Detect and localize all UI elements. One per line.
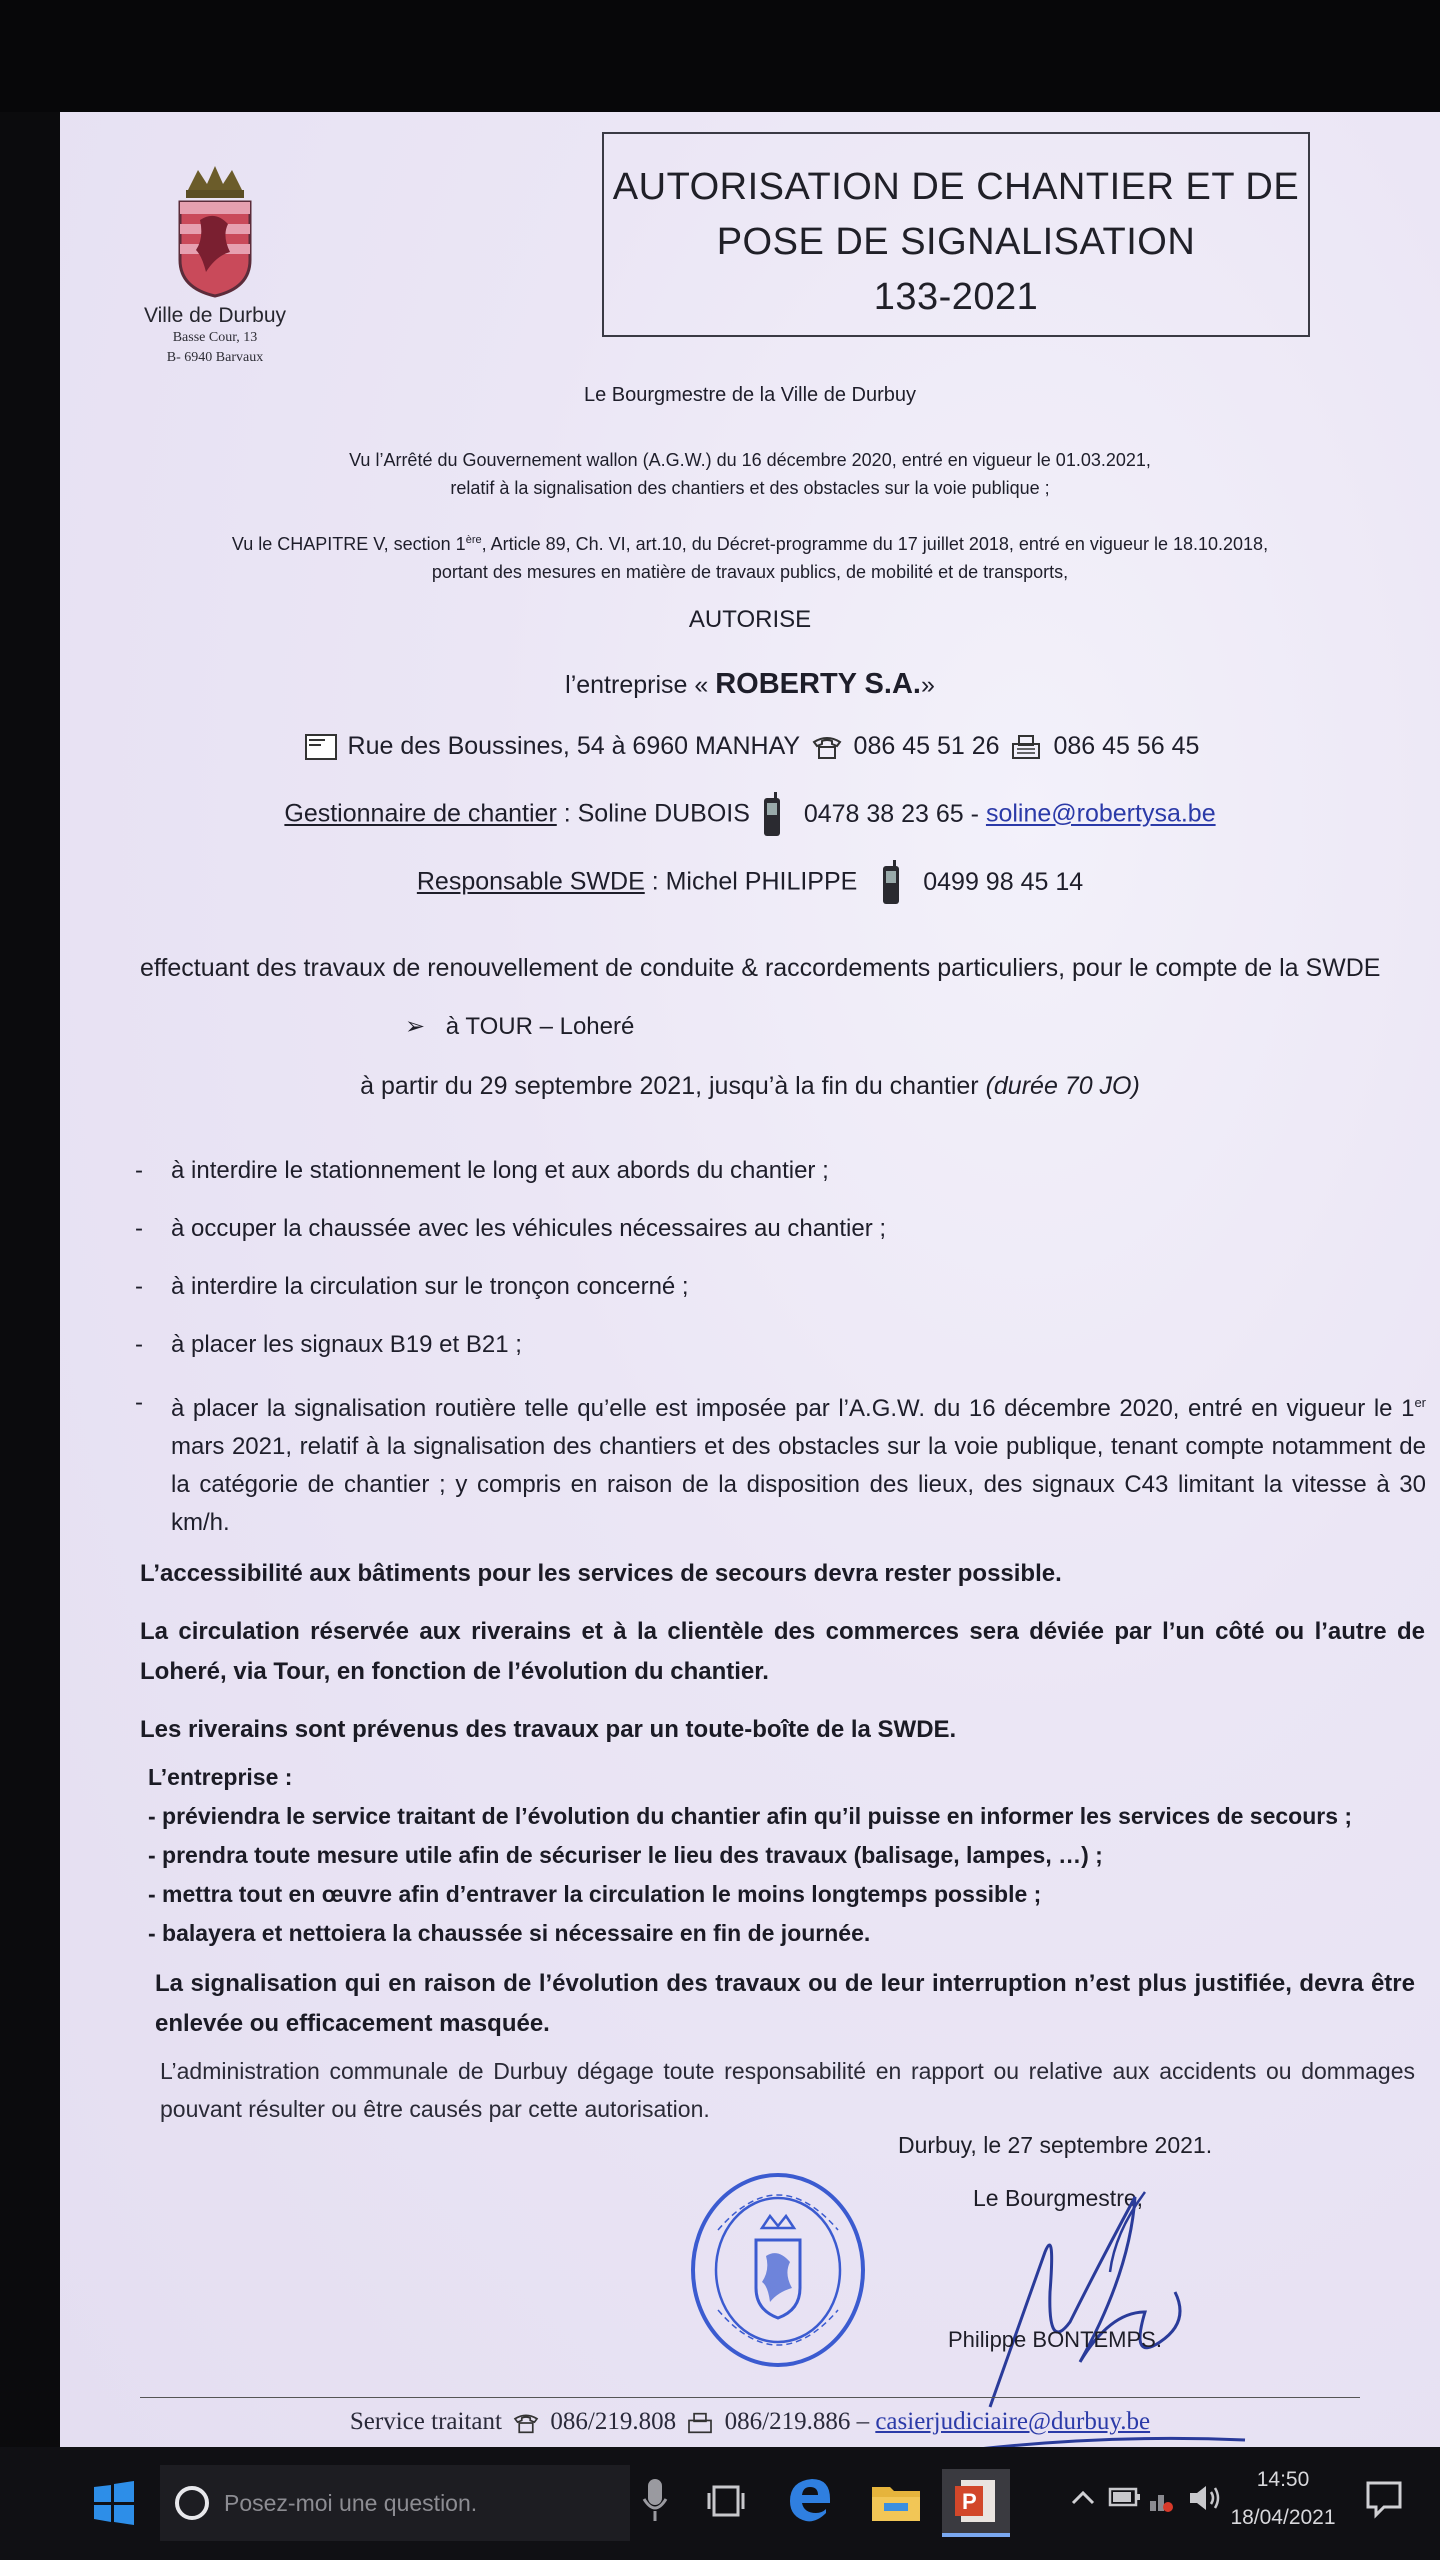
task-view-icon [706, 2481, 746, 2521]
legal-p2-line1 [60, 526, 1440, 558]
works-duration: (durée 70 JO) [985, 1072, 1140, 1100]
bullet5-text-a: à placer la signalisation routière telle qu’elle est imposée par l’A.G.W. du 16 décembre 2020, entré en vigueur le 1 [171, 1395, 1415, 1422]
list-item: - prendra toute mesure utile afin de sécuriser le lieu des travaux (balisage, lampes, …) ; [148, 1842, 1103, 1868]
mail-icon [305, 734, 337, 760]
action-center-button[interactable] [1364, 2479, 1404, 2519]
company-phone: 086 45 51 26 [853, 732, 1000, 760]
site-manager-email-link[interactable]: soline@robertysa.be [985, 799, 1216, 828]
intro-line: Le Bourgmestre de la Ville de Durbuy [583, 384, 917, 406]
footer-service-line [60, 2408, 1440, 2436]
clock-date: 18/04/2021 [1230, 2506, 1336, 2529]
works-description: effectuant des travaux de renouvellement de conduite & raccordements particuliers, pour le compte de la SWDE [140, 954, 1381, 982]
firm-obligations [148, 1758, 1428, 1953]
company-suffix: » [920, 671, 935, 699]
document-page [60, 112, 1440, 2447]
bullet-dash: - [135, 1215, 143, 1242]
phone-icon [811, 734, 843, 760]
taskbar-search-box[interactable] [160, 2465, 630, 2541]
windows-logo-icon [92, 2481, 136, 2525]
bullet-text: à interdire le stationnement le long et aux abords du chantier ; [171, 1157, 829, 1184]
cortana-icon [172, 2483, 212, 2523]
legal-p1-line2: relatif à la signalisation des chantiers et des obstacles sur la voie publique ; [450, 478, 1050, 498]
footer-fax: 086/219.886 – [724, 2408, 870, 2435]
battery-status[interactable] [1108, 2485, 1142, 2509]
town-crest-icon [170, 160, 260, 300]
task-view-button[interactable] [706, 2481, 746, 2521]
company-name: ROBERTY S.A. [715, 668, 921, 700]
legal-p1-line1: Vu l’Arrêté du Gouvernement wallon (A.G.W.) du 16 décembre 2020, entré en vigueur le 01.03.2021, [349, 450, 1151, 470]
signatory-name: Philippe BONTEMPS. [948, 2327, 1162, 2352]
microphone-button[interactable] [640, 2475, 670, 2525]
company-address: Rue des Boussines, 54 à 6960 MANHAY [347, 732, 800, 760]
access-notice: L’accessibilité aux bâtiments pour les services de secours devra rester possible. [140, 1560, 1062, 1587]
microphone-icon [640, 2475, 670, 2525]
footer-email-link[interactable]: casierjudiciaire@durbuy.be [875, 2408, 1151, 2435]
footer-label: Service traitant [349, 2408, 502, 2435]
works-period-line [60, 1072, 1440, 1101]
file-explorer-button[interactable] [870, 2479, 922, 2523]
site-manager-name: : Soline DUBOIS [563, 799, 750, 828]
taskbar-clock[interactable] [1228, 2461, 1338, 2537]
company-address-line [60, 732, 1440, 761]
signature-place-date: Durbuy, le 27 septembre 2021. [898, 2132, 1213, 2158]
fax-icon [1010, 734, 1042, 760]
title-line-2: POSE DE SIGNALISATION [716, 221, 1196, 263]
legal-p2-text-b: , Article 89, Ch. VI, art.10, du Décret-programme du 17 juillet 2018, entré en vigueur le 18.10.2018, [481, 534, 1269, 554]
town-logo-block [120, 160, 310, 368]
site-manager-line [60, 792, 1440, 838]
legal-paragraph-2 [60, 526, 1440, 586]
bullet-dash: - [135, 1389, 143, 1416]
powerpoint-icon [955, 2478, 997, 2524]
residents-notice: Les riverains sont prévenus des travaux par un toute-boîte de la SWDE. [140, 1716, 957, 1743]
swde-phone: 0499 98 45 14 [923, 867, 1084, 896]
clock-time: 14:50 [1256, 2468, 1310, 2491]
town-address-line1: Basse Cour, 13 [172, 330, 258, 345]
phone-icon [512, 2412, 540, 2434]
footer-divider [140, 2397, 1360, 2398]
list-item: - mettra tout en œuvre afin d’entraver la circulation le moins longtemps possible ; [148, 1881, 1042, 1907]
bullet-dash: - [135, 1273, 143, 1300]
bullet-text: à interdire la circulation sur le tronçon concerné ; [171, 1273, 689, 1300]
signature-role: Le Bourgmestre, [973, 2185, 1144, 2211]
handwritten-signature [960, 2172, 1260, 2447]
network-warning-icon [1148, 2487, 1174, 2513]
network-status[interactable] [1148, 2487, 1174, 2513]
bullet-text [171, 1384, 1426, 1542]
start-button[interactable] [92, 2481, 136, 2525]
swde-contact-line [60, 860, 1440, 906]
site-manager-phone: 0478 38 23 65 - [803, 799, 979, 828]
works-location-line [405, 1012, 634, 1041]
edge-browser-button[interactable] [786, 2475, 834, 2525]
authorise-heading: AUTORISE [688, 606, 812, 633]
liability-notice: L’administration communale de Durbuy dégage toute responsabilité en rapport ou relative aux accidents ou dommages pouvant résulter ou être causés par cette autorisation. [160, 2058, 1415, 2122]
document-title-box [602, 132, 1310, 337]
legal-p2-superscript: ère [465, 534, 482, 546]
list-item: - préviendra le service traitant de l’évolution du chantier afin qu’il puisse en informer les services de secours ; [148, 1803, 1353, 1829]
mobile-phone-icon [880, 860, 902, 906]
bullet-text: à occuper la chaussée avec les véhicules nécessaires au chantier ; [171, 1215, 887, 1242]
volume-button[interactable] [1188, 2483, 1224, 2513]
powerpoint-button[interactable] [942, 2469, 1010, 2537]
legal-p2-text-a: Vu le CHAPITRE V, section 1 [231, 534, 466, 554]
bullet5-text-b: mars 2021, relatif à la signalisation des chantiers et des obstacles sur la voie publique, tenant compte notamment de la catégorie de chantier ; y compris en raison de la disposition des lieux, des signaux C43 limitant la vitesse à 30 km/h. [171, 1433, 1426, 1536]
town-name: Ville de Durbuy [143, 304, 287, 327]
bullet5-superscript: er [1414, 1395, 1426, 1410]
bullet-dash: - [135, 1331, 143, 1358]
edge-browser-icon [786, 2475, 834, 2525]
company-prefix: l’entreprise « [565, 671, 709, 699]
traffic-notice: La circulation réservée aux riverains et à la clientèle des commerces sera déviée par l’un côté ou l’autre de Loheré, via Tour, en fonction de l’évolution du chantier. [140, 1618, 1425, 1685]
taskbar [0, 2447, 1440, 2560]
bullet-dash: - [135, 1157, 143, 1184]
fax-icon [686, 2412, 714, 2434]
footer-phone: 086/219.808 [550, 2408, 677, 2435]
firm-heading: L’entreprise : [148, 1764, 293, 1790]
signage-notice: La signalisation qui en raison de l’évolution des travaux ou de leur interruption n’est plus justifiée, devra être enlevée ou efficacement masquée. [155, 1970, 1415, 2037]
company-line [60, 668, 1440, 701]
bullet-text: à placer les signaux B19 et B21 ; [171, 1331, 522, 1358]
battery-icon [1108, 2485, 1142, 2509]
swde-label: Responsable SWDE [416, 867, 645, 896]
swde-name: : Michel PHILIPPE [651, 867, 858, 896]
legal-paragraph-1 [60, 446, 1440, 502]
chevron-up-icon [1070, 2487, 1096, 2507]
arrow-bullet-icon: ➢ [405, 1013, 426, 1040]
search-placeholder: Posez-moi une question. [224, 2489, 478, 2516]
folder-icon [870, 2479, 922, 2523]
official-stamp [688, 2170, 868, 2370]
notification-icon [1364, 2479, 1404, 2519]
speaker-icon [1188, 2483, 1224, 2513]
works-location: à TOUR – Loheré [445, 1013, 635, 1040]
site-manager-label: Gestionnaire de chantier [284, 799, 557, 828]
works-period-text: à partir du 29 septembre 2021, jusqu’à la fin du chantier [360, 1072, 979, 1100]
screen-top-bezel [0, 0, 1440, 112]
title-number: 133-2021 [873, 276, 1039, 318]
title-line-1: AUTORISATION DE CHANTIER ET DE [612, 166, 1300, 208]
legal-p2-line2: portant des mesures en matière de travaux publics, de mobilité et de transports, [431, 562, 1069, 582]
mobile-phone-icon [761, 792, 783, 838]
list-item: - balayera et nettoiera la chaussée si nécessaire en fin de journée. [148, 1920, 871, 1946]
company-fax: 086 45 56 45 [1053, 732, 1200, 760]
svg-text:P: P [962, 2489, 977, 2514]
town-address-line2: B- 6940 Barvaux [166, 350, 264, 365]
show-hidden-icons-button[interactable] [1070, 2487, 1096, 2507]
